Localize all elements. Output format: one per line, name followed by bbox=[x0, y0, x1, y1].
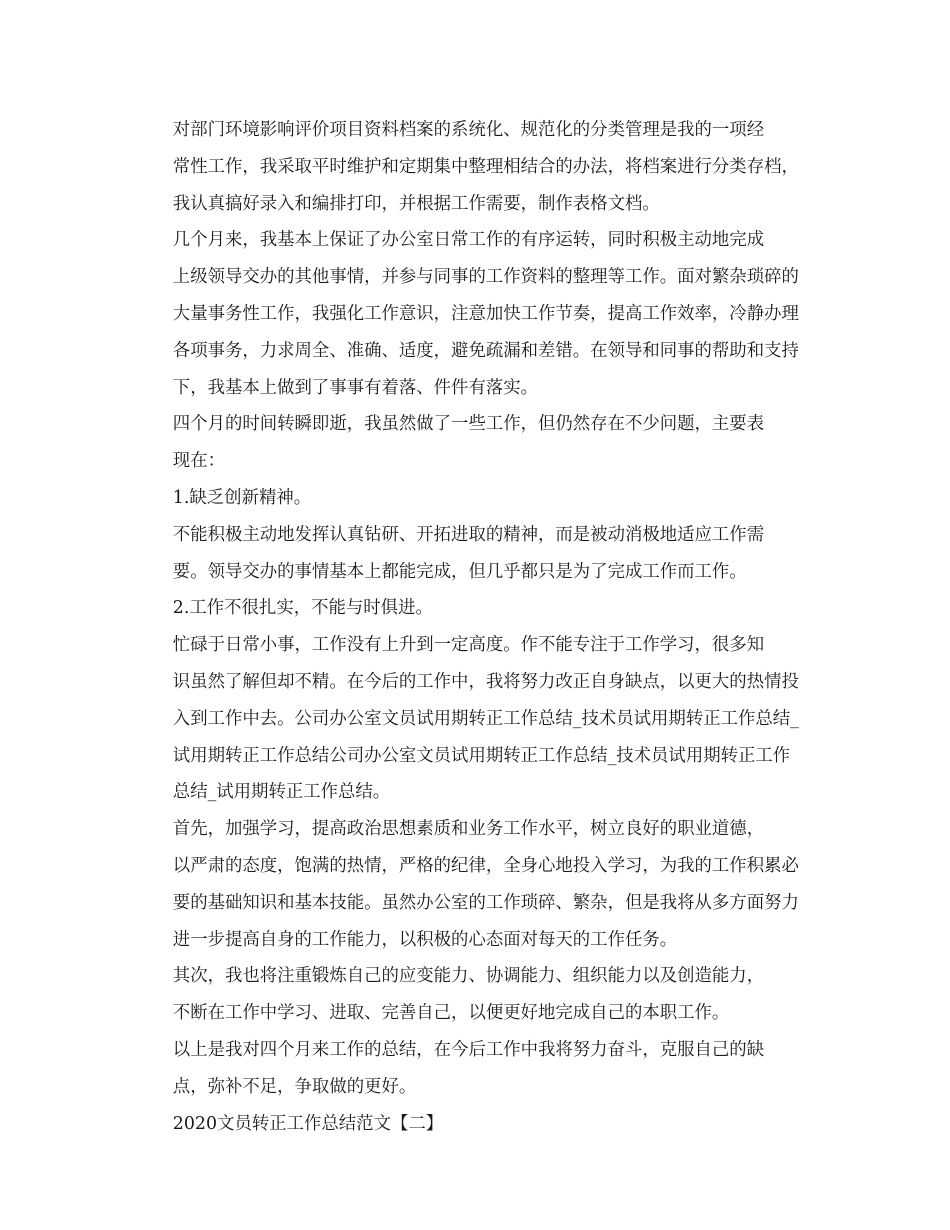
text-line: 不能积极主动地发挥认真钻研、开拓进取的精神，而是被动消极地适应工作需 bbox=[172, 524, 765, 545]
text-line: 入到工作中去。公司办公室文员试用期转正工作总结_技术员试用期转正工作总结_ bbox=[172, 708, 799, 729]
text-line: 试用期转正工作总结公司办公室文员试用期转正工作总结_技术员试用期转正工作 bbox=[172, 745, 791, 766]
document-body bbox=[138, 112, 812, 1142]
text-line: 大量事务性工作，我强化工作意识，注意加快工作节奏，提高工作效率，冷静办理 bbox=[172, 303, 799, 324]
text-line: 以上是我对四个月来工作的总结，在今后工作中我将努力奋斗，克服自己的缺 bbox=[172, 1039, 765, 1060]
text-line: 首先，加强学习，提高政治思想素质和业务工作水平，树立良好的职业道德， bbox=[172, 819, 765, 840]
text-line: 上级领导交办的其他事情，并参与同事的工作资料的整理等工作。面对繁杂琐碎的 bbox=[172, 267, 799, 288]
paragraph-archive-management bbox=[138, 112, 812, 222]
paragraph-problem-1-detail bbox=[138, 517, 812, 591]
text-line: 我认真搞好录入和编排打印，并根据工作需要，制作表格文档。 bbox=[172, 193, 660, 214]
text-line: 几个月来，我基本上保证了办公室日常工作的有序运转，同时积极主动地完成 bbox=[172, 230, 765, 251]
paragraph-first-plan bbox=[138, 811, 812, 958]
text-line: 下，我基本上做到了事事有着落、件件有落实。 bbox=[172, 377, 539, 398]
text-line: 对部门环境影响评价项目资料档案的系统化、规范化的分类管理是我的一项经 bbox=[172, 120, 765, 140]
text-line: 识虽然了解但却不精。在今后的工作中，我将努力改正自身缺点，以更大的热情投 bbox=[172, 671, 799, 692]
text-line: 要。领导交办的事情基本上都能完成，但几乎都只是为了完成工作而工作。 bbox=[172, 561, 747, 582]
text-line: 2.工作不很扎实，不能与时俱进。 bbox=[172, 598, 433, 619]
paragraph-problem-2-detail bbox=[138, 627, 812, 811]
paragraph-daily-work bbox=[138, 222, 812, 406]
text-line: 四个月的时间转瞬即逝，我虽然做了一些工作，但仍然存在不少问题，主要表 bbox=[172, 414, 765, 435]
paragraph-problem-2-heading bbox=[138, 590, 812, 627]
text-line: 不断在工作中学习、进取、完善自己，以便更好地完成自己的本职工作。 bbox=[172, 1003, 730, 1024]
text-line: 常性工作，我采取平时维护和定期集中整理相结合的办法，将档案进行分类存档， bbox=[172, 156, 799, 177]
paragraph-conclusion bbox=[138, 1032, 812, 1106]
paragraph-problem-1-heading bbox=[138, 480, 812, 517]
text-line: 总结_试用期转正工作总结。 bbox=[172, 782, 391, 803]
text-line: 各项事务，力求周全、准确、适度，避免疏漏和差错。在领导和同事的帮助和支持 bbox=[172, 340, 799, 361]
text-line: 要的基础知识和基本技能。虽然办公室的工作琐碎、繁杂，但是我将从多方面努力 bbox=[172, 892, 799, 913]
text-line: 以严肃的态度，饱满的热情，严格的纪律，全身心地投入学习，为我的工作积累必 bbox=[172, 855, 799, 876]
text-line: 1.缺乏创新精神。 bbox=[172, 487, 312, 508]
text-line: 忙碌于日常小事，工作没有上升到一定高度。作不能专注于工作学习，很多知 bbox=[172, 635, 765, 656]
text-line: 其次，我也将注重锻炼自己的应变能力、协调能力、组织能力以及创造能力， bbox=[172, 966, 765, 987]
text-line: 点，弥补不足，争取做的更好。 bbox=[172, 1076, 417, 1097]
text-line: 现在： bbox=[172, 451, 225, 472]
text-line: 2020文员转正工作总结范文【二】 bbox=[172, 1113, 444, 1134]
paragraph-second-plan bbox=[138, 958, 812, 1032]
section-heading bbox=[138, 1106, 812, 1143]
paragraph-problems-intro bbox=[138, 406, 812, 480]
text-line: 进一步提高自身的工作能力，以积极的心态面对每天的工作任务。 bbox=[172, 929, 678, 950]
